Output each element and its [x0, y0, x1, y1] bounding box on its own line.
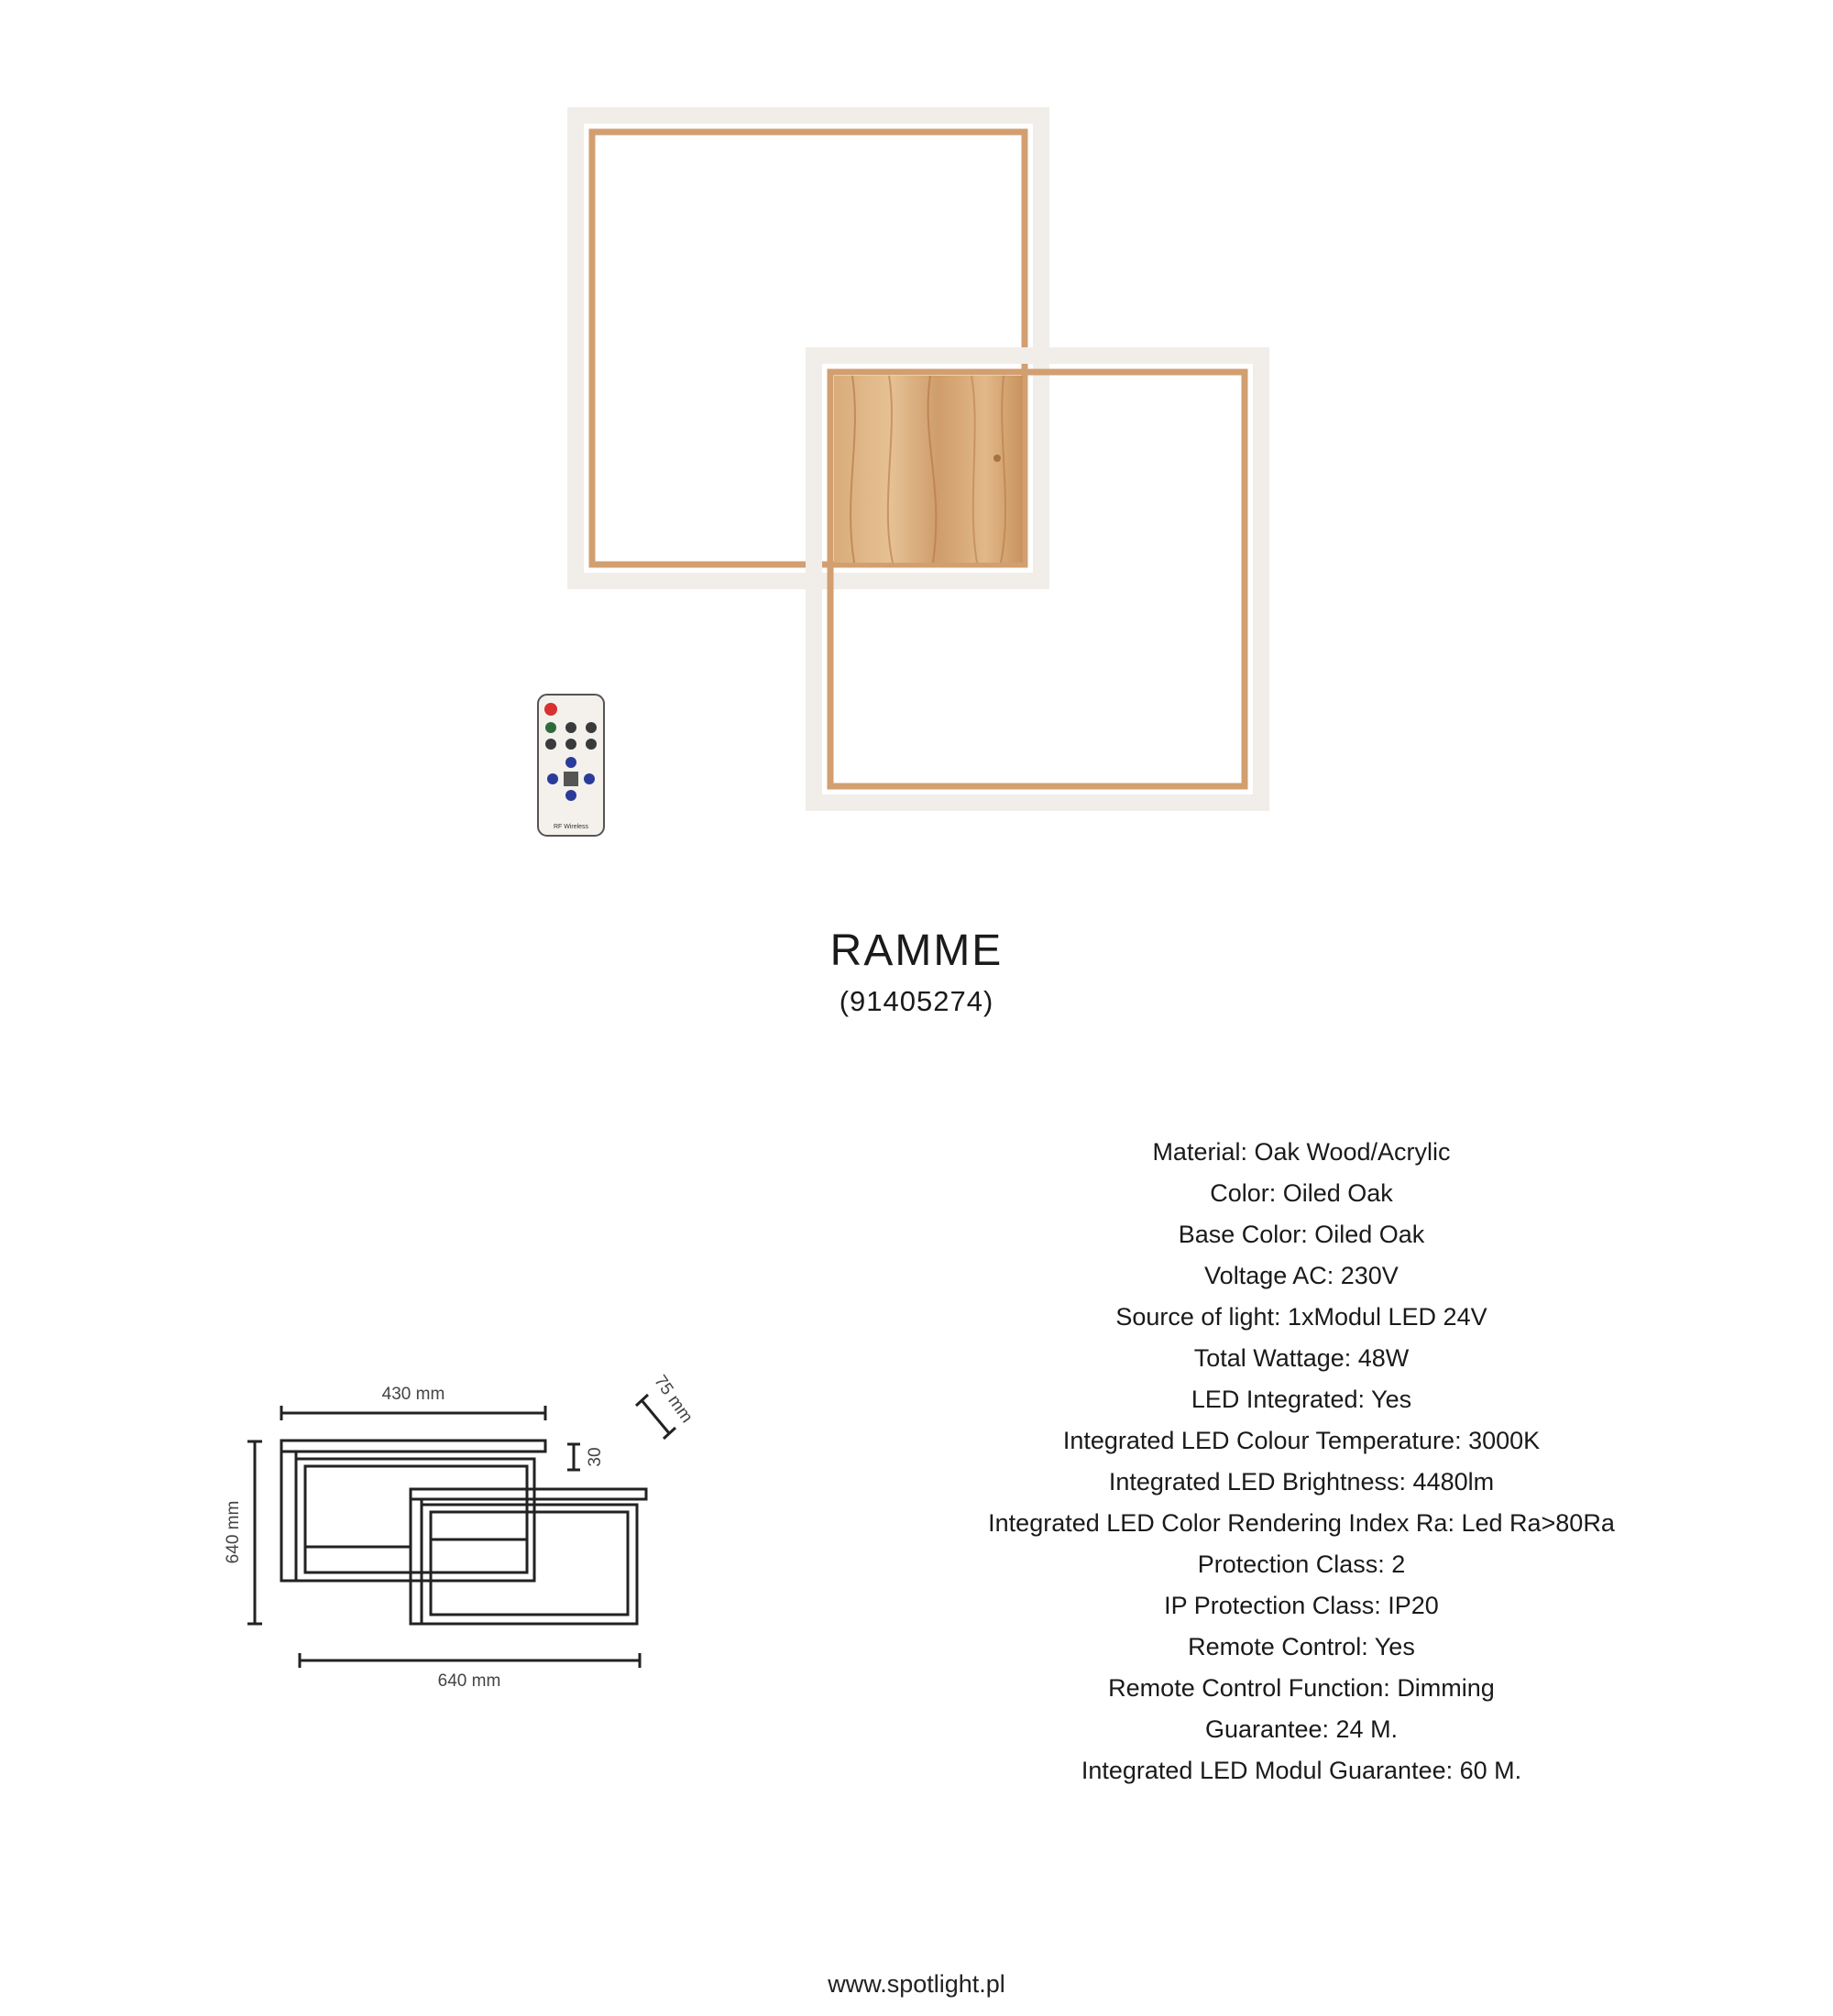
- spec-led-guarantee: Integrated LED Modul Guarantee: 60 M.: [1081, 1757, 1522, 1784]
- spec-base-color: Base Color: Oiled Oak: [1178, 1221, 1425, 1248]
- spec-brightness: Integrated LED Brightness: 4480lm: [1108, 1468, 1495, 1496]
- remote-label: RF Wireless: [553, 824, 589, 830]
- spec-light-source: Source of light: 1xModul LED 24V: [1115, 1303, 1487, 1331]
- spec-wattage: Total Wattage: 48W: [1193, 1344, 1410, 1372]
- spec-protection-class: Protection Class: 2: [1197, 1550, 1406, 1578]
- spec-material: Material: Oak Wood/Acrylic: [1152, 1138, 1451, 1166]
- dim-depth: 75 mm: [650, 1372, 697, 1427]
- dim-width-top: 430 mm: [381, 1385, 445, 1404]
- spec-guarantee: Guarantee: 24 M.: [1204, 1715, 1399, 1743]
- spec-voltage: Voltage AC: 230V: [1204, 1262, 1399, 1289]
- lamp-outline: [281, 1441, 646, 1624]
- product-code: (91405274): [839, 985, 994, 1017]
- dimension-drawing: [211, 1356, 724, 1686]
- spec-remote-function: Remote Control Function: Dimming: [1108, 1674, 1495, 1702]
- dim-height-side: 640 mm: [224, 1500, 243, 1564]
- dim-height-profile: 30: [586, 1447, 605, 1467]
- product-name: RAMME: [829, 926, 1004, 975]
- spec-led-integrated: LED Integrated: Yes: [1191, 1386, 1412, 1413]
- wooden-base-block: [834, 376, 1023, 563]
- product-image: [513, 92, 1320, 861]
- spec-ip-class: IP Protection Class: IP20: [1164, 1592, 1439, 1619]
- specification-list: [953, 1132, 1650, 1791]
- spec-colour-temperature: Integrated LED Colour Temperature: 3000K: [1062, 1427, 1541, 1454]
- power-icon: [544, 703, 557, 716]
- remote-control-image: [536, 693, 606, 838]
- spec-remote-control: Remote Control: Yes: [1188, 1633, 1415, 1660]
- spec-color: Color: Oiled Oak: [1210, 1179, 1393, 1207]
- dim-width-bottom: 640 mm: [437, 1671, 501, 1686]
- website-link[interactable]: www.spotlight.pl: [828, 1970, 1005, 1998]
- spec-cri: Integrated LED Color Rendering Index Ra: Led Ra>80Ra: [988, 1509, 1615, 1537]
